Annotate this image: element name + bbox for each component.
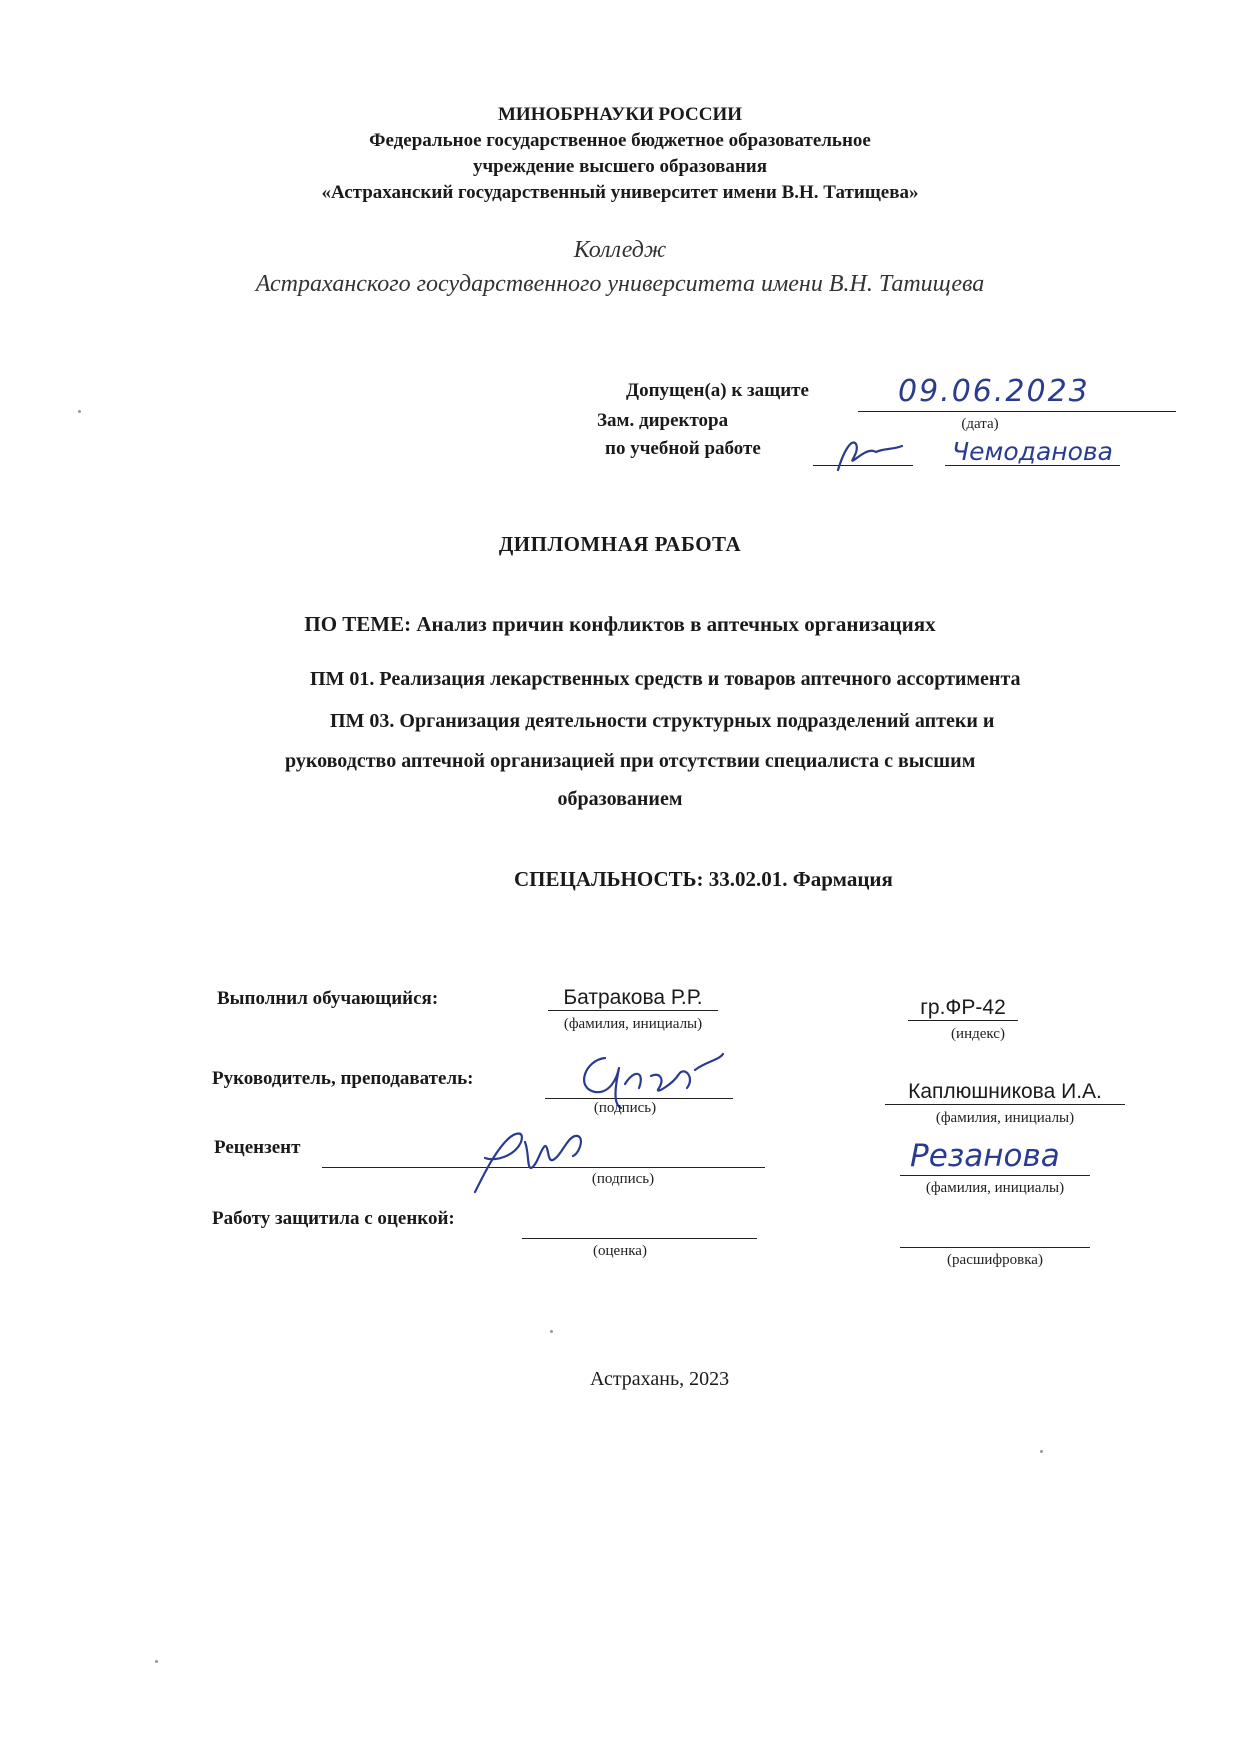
reviewer-name-handwritten: Резанова [910,1138,1060,1174]
deputy-signature [830,430,910,480]
reviewer-signature [455,1112,605,1202]
admission-date-caption: (дата) [961,416,999,432]
scan-speck [78,410,81,413]
reviewer-name-caption: (фамилия, инициалы) [925,1180,1065,1196]
admission-date-handwritten: 09.06.2023 [898,374,1090,409]
pm01-line: ПМ 01. Реализация лекарственных средств и товаров аптечного ассортимента [310,668,1021,690]
institution-line: Федеральное государственное бюджетное образовательное [369,130,871,151]
pm03-line-3: образованием [557,788,683,810]
student-name-caption: (фамилия, инициалы) [563,1016,703,1032]
supervisor-name-caption: (фамилия, инициалы) [935,1110,1075,1126]
reviewer-name-line [900,1175,1090,1176]
college-name: Астраханского государственного университета имени В.Н. Татищева [255,271,985,297]
grade-line [522,1238,757,1239]
supervisor-name: Каплюшникова И.А. [885,1080,1125,1105]
ministry-line: МИНОБРНАУКИ РОССИИ [497,104,743,125]
university-name: «Астраханский государственный университет имени В.Н. Татищева» [321,182,919,203]
reviewer-label: Рецензент [214,1137,301,1158]
grade-label: Работу защитила с оценкой: [212,1208,455,1229]
college-label: Колледж [573,237,667,263]
decoding-line [900,1247,1090,1248]
admission-date-line [858,411,1176,412]
supervisor-label: Руководитель, преподаватель: [212,1068,474,1089]
work-topic: ПО ТЕМЕ: Анализ причин конфликтов в аптечных организациях [304,612,936,636]
deputy-name-handwritten: Чемоданова [952,437,1113,466]
specialty: СПЕЦАЛЬНОСТЬ: 33.02.01. Фармация [514,867,893,891]
student-group-caption: (индекс) [951,1026,1005,1042]
scan-speck [1040,1450,1043,1453]
scan-speck [550,1330,553,1333]
student-name: Батракова Р.Р. [548,986,718,1011]
student-group: гр.ФР-42 [908,996,1018,1021]
deputy-title: Зам. директора [597,410,729,431]
decoding-caption: (расшифровка) [947,1252,1043,1268]
pm03-line-2: руководство аптечной организацией при отсутствии специалиста с высшим [285,750,976,772]
place-year: Астрахань, 2023 [590,1368,730,1390]
pm03-line-1: ПМ 03. Организация деятельности структурных подразделений аптеки и [330,710,995,732]
grade-caption: (оценка) [593,1243,647,1259]
deputy-title-2: по учебной работе [605,438,761,459]
admission-label: Допущен(а) к защите [626,380,809,401]
student-label: Выполнил обучающийся: [217,988,439,1009]
reviewer-signature-caption: (подпись) [591,1171,655,1187]
scan-speck [155,1660,158,1663]
institution-type-line: учреждение высшего образования [472,156,768,177]
supervisor-signature-caption: (подпись) [593,1100,657,1116]
work-type: ДИПЛОМНАЯ РАБОТА [498,532,742,556]
